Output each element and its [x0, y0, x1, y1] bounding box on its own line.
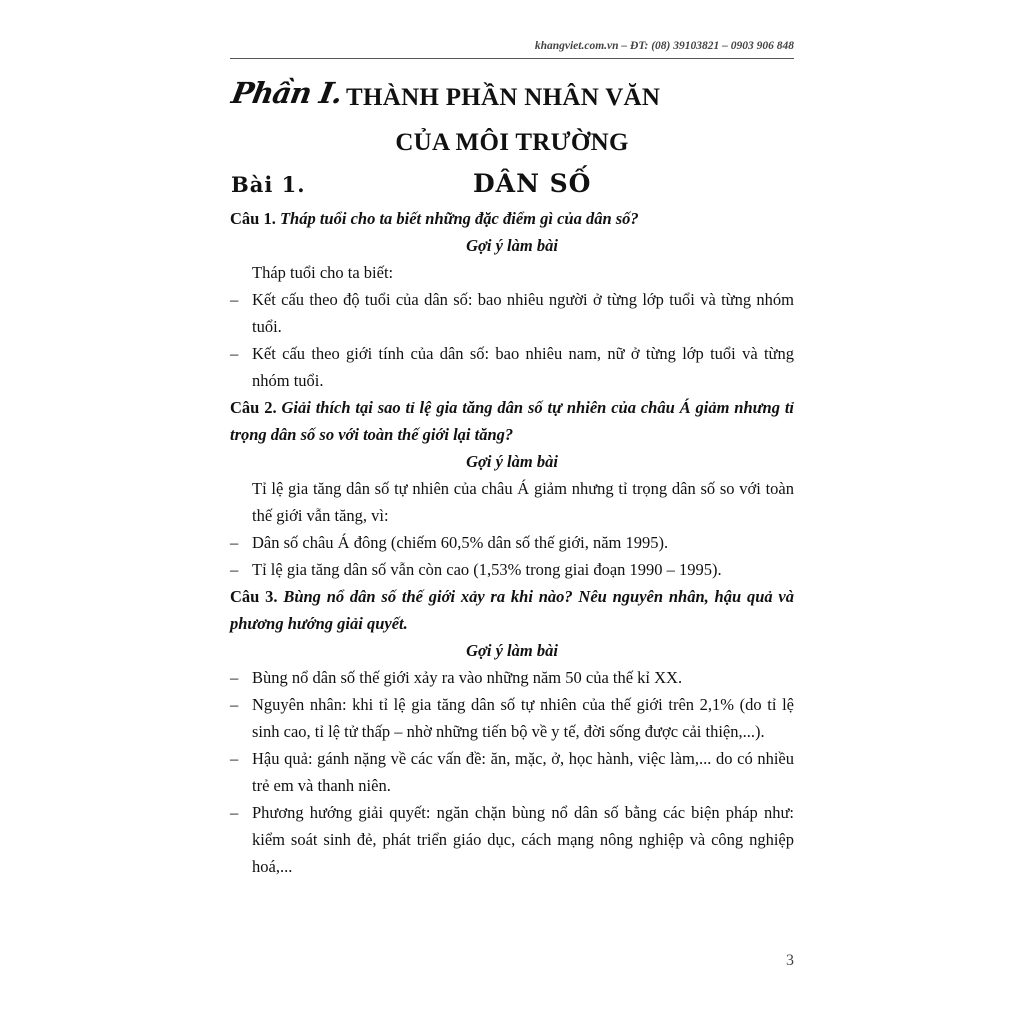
list-item: – Hậu quả: gánh nặng về các vấn đề: ăn, mặc, ở, học hành, việc làm,... do có nhiều trẻ em và thanh niên.: [230, 749, 794, 795]
hint-heading: Gợi ý làm bài: [466, 452, 558, 471]
lesson-label: Bài 1.: [231, 172, 306, 197]
hint-heading: Gợi ý làm bài: [466, 641, 558, 660]
hint-heading: Gợi ý làm bài: [466, 236, 558, 255]
part-label: Phần I.: [229, 76, 345, 110]
list-item: – Nguyên nhân: khi tỉ lệ gia tăng dân số tự nhiên của thế giới trên 2,1% (do tỉ lệ sinh cao, tỉ lệ tử thấp – nhờ những tiến bộ về y tế, đời sống được cải thiện,...).: [230, 695, 794, 741]
question-text: Bùng nổ dân số thế giới xảy ra khi nào? Nêu nguyên nhân, hậu quả và phương hướng giải quyết.: [230, 587, 794, 633]
answer-intro: Tháp tuổi cho ta biết:: [252, 263, 394, 282]
list-item: – Dân số châu Á đông (chiếm 60,5% dân số thế giới, năm 1995).: [230, 533, 669, 552]
part-title-line1: THÀNH PHẦN NHÂN VĂN: [346, 84, 661, 111]
page-number: 3: [786, 952, 794, 969]
question-number: Câu 3.: [230, 587, 278, 606]
list-item: – Phương hướng giải quyết: ngăn chặn bùng nổ dân số bằng các biện pháp như: kiểm soát sinh đẻ, phát triển giáo dục, cách mạng nông nghiệp và công nghiệp hoá,...: [230, 803, 794, 876]
list-item: – Tỉ lệ gia tăng dân số vẫn còn cao (1,53% trong giai đoạn 1990 – 1995).: [230, 560, 722, 579]
list-item: – Kết cấu theo độ tuổi của dân số: bao nhiêu người ở từng lớp tuổi và từng nhóm tuổi.: [230, 290, 794, 336]
question-text: Tháp tuổi cho ta biết những đặc điểm gì của dân số?: [279, 209, 639, 228]
question-3: [230, 583, 794, 637]
list-item: – Bùng nổ dân số thế giới xảy ra vào những năm 50 của thế kỉ XX.: [230, 668, 683, 687]
lesson-title: DÂN SỐ: [473, 169, 592, 198]
question-2: [230, 394, 794, 448]
question-1: [230, 205, 794, 232]
question-number: Câu 1.: [230, 209, 276, 228]
header-divider: [230, 58, 794, 59]
part-title-line2: CỦA MÔI TRƯỜNG: [395, 129, 629, 156]
question-number: Câu 2.: [230, 398, 277, 417]
answer-intro: Tỉ lệ gia tăng dân số tự nhiên của châu Á giảm nhưng tỉ trọng dân số so với toàn thế giới vẫn tăng, vì:: [252, 479, 794, 525]
list-item: – Kết cấu theo giới tính của dân số: bao nhiêu nam, nữ ở từng lớp tuổi và từng nhóm tuổi.: [230, 344, 794, 390]
page-content: [230, 205, 794, 880]
page-header: khangviet.com.vn – ĐT: (08) 39103821 – 0903 906 848: [534, 40, 794, 52]
question-text: Giải thích tại sao tỉ lệ gia tăng dân số tự nhiên của châu Á giảm nhưng tỉ trọng dân số so với toàn thế giới lại tăng?: [230, 398, 795, 444]
